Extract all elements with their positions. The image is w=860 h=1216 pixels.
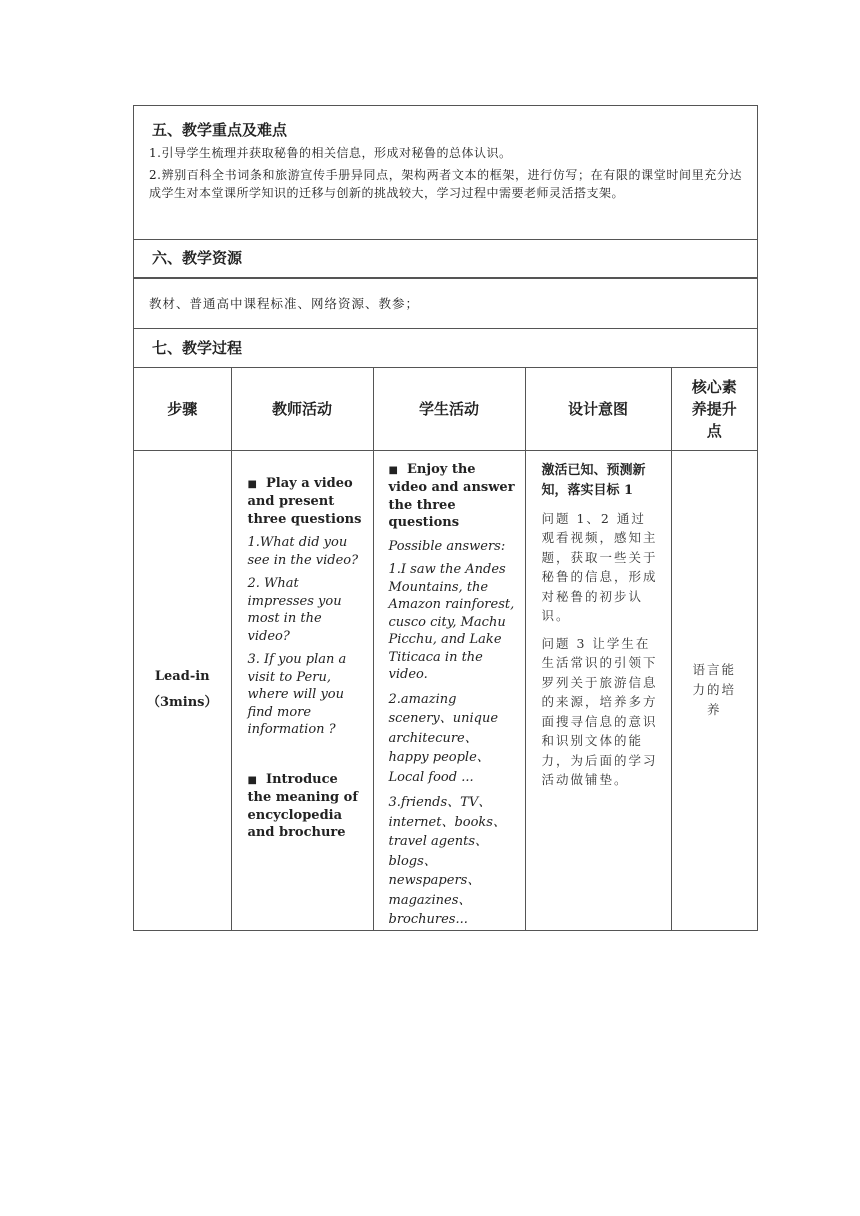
header-design: 设计意图: [525, 368, 671, 450]
key-point-1: 1.引导学生梳理并获取秘鲁的相关信息，形成对秘鲁的总体认识。: [149, 146, 512, 160]
step-cell: [134, 450, 231, 930]
student-possible-label: Possible answers:: [388, 538, 506, 554]
process-table: [134, 368, 757, 931]
resources-text: 教材、普通高中课程标准、网络资源、教参；: [149, 296, 420, 311]
step-duration: （3mins）: [146, 695, 218, 710]
student-cell: [373, 450, 525, 930]
section-resources-body: [134, 279, 757, 329]
header-core: 核心素养提升点: [671, 368, 757, 450]
document-table: [133, 105, 758, 931]
design-paragraph-1: 问题 1、2 通过观看视频，感知主题，获取一些关于秘鲁的信息，形成对秘鲁的初步认识。: [541, 510, 658, 623]
bullet-square-icon: ■: [247, 478, 257, 490]
bullet-square-icon: ■: [247, 774, 257, 786]
design-paragraph-2: 问题 3 让学生在生活常识的引领下罗列关于旅游信息的来源，培养多方面搜寻信息的意识和识别文体的能力，为后面的学习活动做铺垫。: [541, 635, 658, 787]
student-answer-1: 1.I saw the Andes Mountains, the Amazon rainforest, cusco city, Machu Picchu, and Lake Titicaca in the video.: [388, 562, 515, 682]
section-title: 七、教学过程: [152, 339, 243, 357]
table-header-row: [134, 368, 757, 450]
header-teacher: 教师活动: [231, 368, 373, 450]
teacher-bullet-1: ■ Play a video and present three questions: [247, 475, 362, 527]
student-answer-3: 3.friends、TV、internet、books、travel agents、blogs、newspapers、magazines、brochures...: [388, 795, 506, 927]
core-literacy: 语言能力的培养: [692, 662, 736, 717]
teacher-question-1: 1.What did you see in the video?: [247, 535, 359, 568]
section-process-head: [134, 329, 757, 368]
student-bullet: ■ Enjoy the video and answer the three questions: [388, 461, 515, 530]
teacher-question-2: 2. What impresses you most in the video?: [247, 576, 342, 644]
header-step: 步骤: [134, 368, 231, 450]
step-name: Lead-in: [154, 669, 210, 684]
design-cell: [525, 450, 671, 930]
section-title: 六、教学资源: [152, 249, 243, 267]
teacher-bullet-2: ■ Introduce the meaning of encyclopedia and brochure: [247, 771, 358, 840]
bullet-square-icon: ■: [388, 464, 398, 476]
table-row: [134, 450, 757, 930]
design-heading: 激活已知、预测新知，落实目标 1: [541, 462, 646, 498]
section-title: 五、教学重点及难点: [152, 121, 288, 139]
section-resources-head: [134, 240, 757, 279]
header-student: 学生活动: [373, 368, 525, 450]
teacher-question-3: 3. If you plan a visit to Peru, where will you find more information ?: [247, 652, 347, 737]
core-cell: [671, 450, 757, 930]
student-answer-2: 2.amazing scenery、unique architecure、happy people、Local food ...: [388, 691, 499, 785]
teacher-cell: [231, 450, 373, 930]
section-key-points: [134, 106, 757, 240]
key-point-2: 2.辨别百科全书词条和旅游宣传手册异同点，架构两者文本的框架，进行仿写；在有限的课堂时间里充分达成学生对本堂课所学知识的迁移与创新的挑战较大，学习过程中需要老师灵活搭支架。: [149, 168, 742, 200]
